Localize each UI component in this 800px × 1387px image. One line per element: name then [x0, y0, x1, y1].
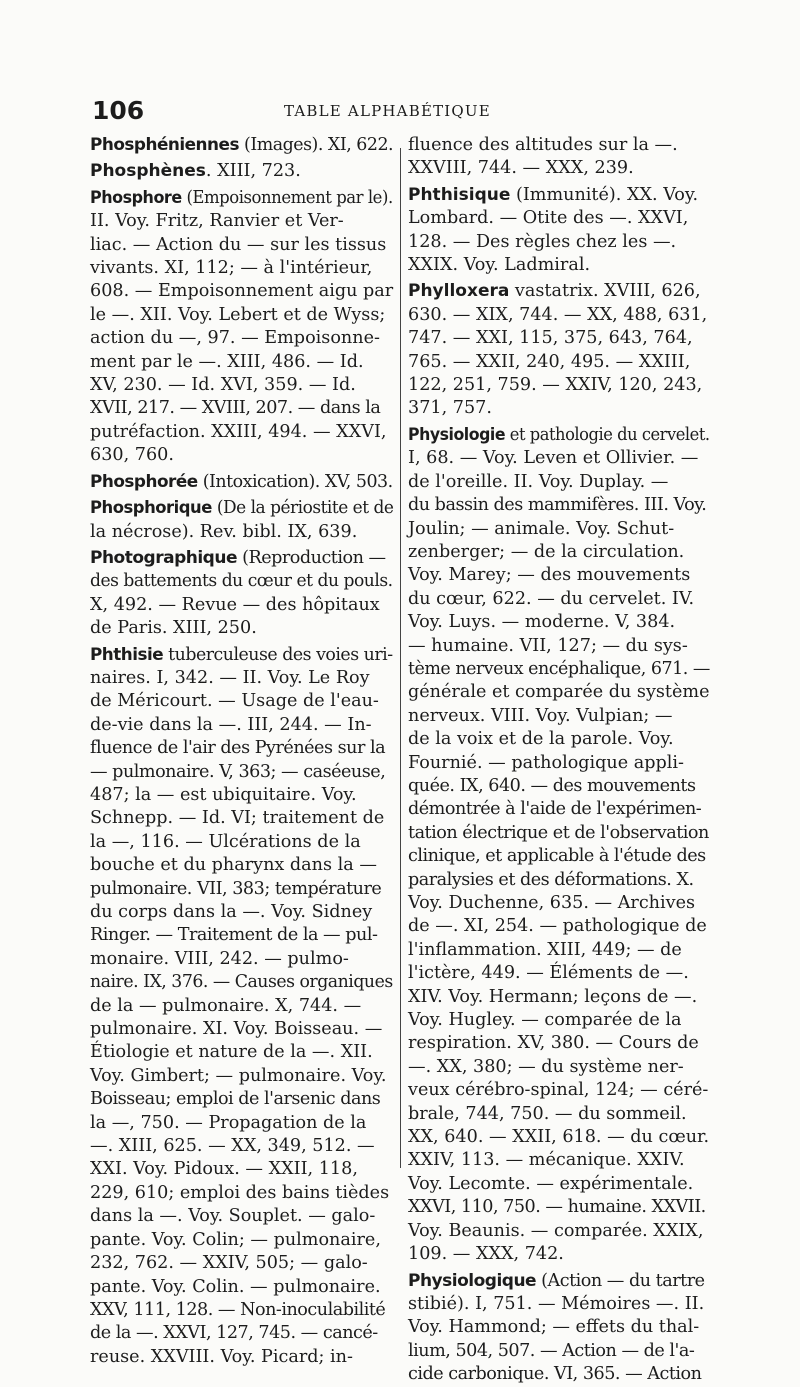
entry-line [408, 1196, 710, 1219]
entry-text: l'ictère, 449. — Éléments de —. [408, 963, 689, 984]
entry-headword: Phosphorique [90, 498, 212, 519]
entry-line [408, 518, 710, 541]
entry-line [90, 1346, 393, 1369]
entry-line [90, 617, 393, 640]
entry-line [90, 304, 393, 327]
entry-text: X, 492. — Revue — des hôpitaux [90, 594, 380, 615]
entry-line [90, 1299, 393, 1322]
entry-text: 608. — Empoisonnement aigu par [90, 281, 394, 302]
entry-text: démontrée à l'aide de l'expérimen- [408, 799, 702, 820]
entry-text: fluence des altitudes sur la —. [408, 135, 678, 155]
entry-line [90, 594, 393, 617]
entry-text: Ringer. — Traitement de la — pul- [90, 925, 378, 946]
entry-line [90, 187, 393, 210]
entry-text: pulmonaire. VII, 383; température [90, 878, 382, 899]
entry-line [90, 1229, 393, 1252]
entry-text: Boisseau; emploi de l'arsenic dans [90, 1089, 381, 1110]
entry-text: liac. — Action du — sur les tissus [90, 234, 387, 255]
entry-text: I, 68. — Voy. Leven et Ollivier. — [408, 448, 699, 469]
entry-line [408, 327, 710, 350]
entry-text: (Intoxication). XV, 503. [197, 471, 393, 492]
entry-line [90, 280, 393, 303]
entry-line [408, 775, 710, 798]
entry-line [408, 1009, 710, 1032]
entry-line [90, 521, 393, 544]
entry-line [408, 1316, 710, 1339]
index-entry [90, 134, 393, 157]
entry-line [90, 210, 393, 233]
entry-text: 630. — XIX, 744. — XX, 488, 631, [408, 304, 708, 325]
running-title: TABLE ALPHABÉTIQUE [284, 102, 491, 120]
index-entry [408, 134, 710, 181]
entry-headword: Phosphore [90, 187, 182, 208]
entry-text: 122, 251, 759. — XXIV, 120, 243, [408, 375, 703, 396]
entry-text: de la voix et de la parole. Voy. [408, 729, 674, 750]
entry-line [408, 1243, 710, 1266]
entry-line [408, 822, 710, 845]
entry-line [90, 714, 393, 737]
entry-text: tation électrique et de l'observation [408, 822, 709, 843]
entry-headword: Phthisie [90, 644, 164, 665]
entry-line [408, 1340, 710, 1363]
entry-line [90, 570, 393, 593]
entry-line [408, 705, 710, 728]
entry-line [408, 1173, 710, 1196]
entry-text: Voy. Hammond; — effets du thal- [408, 1317, 700, 1338]
entry-line [90, 878, 393, 901]
entry-line [408, 134, 710, 157]
index-entry [90, 644, 393, 1370]
entry-line [90, 1088, 393, 1111]
entry-line [408, 207, 710, 230]
entry-text: la —, 750. — Propagation de la [90, 1112, 367, 1133]
entry-text: (De la périostite et de [211, 498, 394, 519]
entry-line [90, 374, 393, 397]
entry-text: la nécrose). Rev. bibl. IX, 639. [90, 521, 358, 542]
entry-line [408, 254, 710, 277]
right-column [408, 134, 710, 1385]
entry-text: —. XX, 380; — du système ner- [408, 1056, 684, 1077]
entry-text: 487; la — est ubiquitaire. Voy. [90, 784, 357, 805]
entry-line [90, 971, 393, 994]
entry-text: Schnepp. — Id. VI; traitement de [90, 808, 385, 829]
page-number: 106 [92, 96, 145, 125]
index-entry [90, 160, 393, 183]
entry-text: de Paris. XIII, 250. [90, 618, 257, 639]
entry-line [408, 374, 710, 397]
entry-text: Voy. Gimbert; — pulmonaire. Voy. [90, 1065, 387, 1086]
entry-line [90, 1252, 393, 1275]
index-entry [408, 1270, 710, 1387]
entry-line [408, 752, 710, 775]
entry-text: de l'oreille. II. Voy. Duplay. — [408, 471, 669, 492]
entry-line [90, 737, 393, 760]
entry-text: vivants. XI, 112; — à l'intérieur, [90, 258, 373, 279]
entry-text: XVII, 217. — XVIII, 207. — dans la [90, 398, 381, 419]
entry-text: Lombard. — Otite des —. XXVI, [408, 208, 689, 229]
entry-headword: Phylloxera [408, 281, 510, 302]
entry-line [408, 157, 710, 180]
entry-line [90, 924, 393, 947]
entry-line [90, 1041, 393, 1064]
entry-line [408, 588, 710, 611]
entry-line [90, 995, 393, 1018]
entry-line [90, 397, 393, 420]
entry-text: le —. XII. Voy. Lebert et de Wyss; [90, 304, 386, 325]
entry-line [90, 471, 393, 494]
entry-text: pante. Voy. Colin. — pulmonaire. [90, 1276, 381, 1297]
entry-text: de —. XI, 254. — pathologique de [408, 916, 707, 937]
entry-text: XXV, 111, 128. — Non-inoculabilité [90, 1299, 386, 1320]
entry-line [408, 1270, 710, 1293]
entry-text: la —, 116. — Ulcérations de la [90, 831, 361, 852]
entry-text: dans la —. Voy. Souplet. — galo- [90, 1206, 376, 1227]
entry-line [408, 986, 710, 1009]
entry-text: de la — pulmonaire. X, 744. — [90, 995, 362, 1016]
entry-line [408, 1220, 710, 1243]
entry-text: XXVI, 110, 750. — humaine. XXVII. [408, 1197, 706, 1218]
entry-text: 128. — Des règles chez les —. [408, 231, 677, 252]
entry-text: 747. — XXI, 115, 375, 643, 764, [408, 328, 693, 349]
entry-text: (Action — du tartre [536, 1270, 705, 1291]
entry-line [90, 667, 393, 690]
entry-line [90, 257, 393, 280]
running-header [92, 96, 712, 130]
entry-headword: Phosphènes [90, 161, 206, 182]
entry-text: générale et comparée du système [408, 682, 710, 703]
entry-text: ment par le —. XIII, 486. — Id. [90, 351, 364, 372]
entry-text: zenberger; — de la circulation. [408, 541, 685, 562]
entry-headword: Phosphorée [90, 471, 198, 492]
entry-line [408, 658, 708, 681]
entry-line [90, 644, 393, 667]
entry-line [90, 1065, 393, 1088]
entry-text: Étiologie et nature de la —. XII. [90, 1042, 373, 1063]
entry-text: lium, 504, 507. — Action — de l'a- [408, 1340, 695, 1361]
entry-text: pante. Voy. Colin; — pulmonaire, [90, 1229, 381, 1250]
entry-line [90, 444, 393, 467]
index-entry [90, 547, 393, 641]
entry-text: Voy. Duchenne, 635. — Archives [408, 893, 696, 913]
entry-headword: Phosphéniennes [90, 135, 239, 155]
entry-line [90, 1018, 393, 1041]
entry-text: du bassin des mammifères. III. Voy. [408, 495, 707, 516]
entry-text: du corps dans la —. Voy. Sidney [90, 902, 373, 922]
entry-line [90, 901, 393, 924]
entry-text: XXIX. Voy. Ladmiral. [408, 255, 591, 276]
entry-line [408, 447, 710, 470]
entry-line [90, 497, 394, 520]
entry-line [408, 1056, 710, 1079]
entry-line [408, 1079, 710, 1102]
entry-line [90, 831, 393, 854]
entry-headword: Phthisique [408, 184, 511, 205]
entry-line [408, 798, 710, 821]
index-entry [90, 497, 393, 544]
entry-line [408, 1032, 710, 1055]
entry-line [408, 728, 710, 751]
entry-text: fluence de l'air des Pyrénées sur la [90, 738, 386, 759]
entry-line [408, 231, 710, 254]
index-entry [408, 280, 710, 420]
entry-text: tème nerveux encéphalique, 671. — [408, 658, 710, 679]
entry-line [408, 1363, 710, 1386]
entry-text: (Immunité). XX. Voy. [510, 184, 699, 205]
entry-text: Voy. Lecomte. — expérimentale. [408, 1173, 694, 1194]
entry-line [90, 807, 393, 830]
index-entry [408, 424, 710, 1267]
entry-text: de-vie dans la —. III, 244. — In- [90, 714, 372, 735]
entry-text: des battements du cœur et du pouls. [90, 571, 393, 592]
index-entry [90, 187, 393, 468]
entry-line [408, 892, 710, 915]
entry-text: 630, 760. [90, 445, 174, 466]
entry-text: tuberculeuse des voies uri- [163, 644, 393, 665]
entry-line [90, 761, 393, 784]
entry-line [90, 1112, 393, 1135]
entry-line [90, 784, 393, 807]
entry-text: naires. I, 342. — II. Voy. Le Roy [90, 667, 370, 688]
entry-text: putréfaction. XXIII, 494. — XXVI, [90, 421, 387, 442]
entry-text: Voy. Beaunis. — comparée. XXIX, [408, 1220, 704, 1241]
entry-text: XV, 230. — Id. XVI, 359. — Id. [90, 375, 356, 396]
entry-text: brale, 744, 750. — du sommeil. [408, 1103, 687, 1124]
entry-text: II. Voy. Fritz, Ranvier et Ver- [90, 211, 344, 232]
entry-line [90, 134, 394, 157]
entry-text: bouche et du pharynx dans la — [90, 855, 377, 876]
entry-line [90, 1205, 393, 1228]
entry-text: action du —, 97. — Empoisonne- [90, 328, 380, 349]
entry-line [408, 939, 710, 962]
entry-line [90, 160, 393, 183]
entry-line [408, 1149, 710, 1172]
entry-text: — pulmonaire. V, 363; — caséeuse, [90, 761, 386, 782]
entry-line [408, 541, 710, 564]
entry-text: XXVIII, 744. — XXX, 239. [408, 158, 634, 179]
entry-line [90, 351, 393, 374]
entry-line [90, 1158, 393, 1181]
entry-text: nerveux. VIII. Voy. Vulpian; — [408, 705, 673, 726]
entry-line [408, 397, 710, 420]
entry-text: et pathologie du cervelet. [505, 424, 710, 445]
entry-text: quée. IX, 640. — des mouvements [408, 775, 696, 796]
entry-text: veux cérébro-spinal, 124; — céré- [408, 1080, 709, 1101]
entry-text: (Empoisonnement par le). [181, 187, 393, 208]
entry-text: 109. — XXX, 742. [408, 1244, 564, 1265]
entry-text: . XIII, 723. [205, 161, 301, 182]
entry-line [90, 854, 393, 877]
entry-line [90, 1322, 393, 1345]
entry-text: pulmonaire. XI. Voy. Boisseau. — [90, 1019, 383, 1040]
entry-line [90, 234, 393, 257]
column-divider [400, 148, 401, 1168]
entry-headword: Physiologique [408, 1270, 537, 1291]
entry-text: de la —. XXVI, 127, 745. — cancé- [90, 1323, 378, 1344]
entry-text: Voy. Luys. — moderne. V, 384. [408, 612, 676, 633]
entry-line [90, 690, 393, 713]
entry-text: (Reproduction — [236, 547, 386, 568]
entry-headword: Photographique [90, 547, 237, 568]
entry-text: Voy. Hugley. — comparée de la [408, 1010, 682, 1031]
entry-line [408, 280, 710, 303]
entry-line [408, 962, 710, 985]
entry-text: du cœur, 622. — du cervelet. IV. [408, 588, 695, 609]
entry-line [408, 1293, 710, 1316]
entry-line [408, 611, 710, 634]
entry-text: 371, 757. [408, 398, 492, 419]
entry-text: monaire. VIII, 242. — pulmo- [90, 948, 349, 969]
entry-line [90, 1276, 393, 1299]
entry-text: cide carbonique. VI, 365. — Action [408, 1364, 702, 1385]
entry-line [408, 494, 710, 517]
entry-line [90, 547, 393, 570]
entry-line [90, 1135, 393, 1158]
entry-line [408, 681, 710, 704]
entry-line [408, 1126, 710, 1149]
entry-text: XX, 640. — XXII, 618. — du cœur. [408, 1127, 710, 1148]
entry-text: XIV. Voy. Hermann; leçons de —. [408, 986, 698, 1007]
left-column [90, 134, 394, 1367]
entry-line [408, 471, 710, 494]
entry-line [90, 948, 393, 971]
entry-line [90, 1182, 393, 1205]
entry-line [90, 327, 393, 350]
entry-text: XXIV, 113. — mécanique. XXIV. [408, 1150, 685, 1171]
entry-text: 232, 762. — XXIV, 505; — galo- [90, 1253, 368, 1274]
entry-text: Voy. Marey; — des mouvements [408, 565, 691, 586]
entry-text: naire. IX, 376. — Causes organiques [90, 972, 393, 993]
entry-text: clinique, et applicable à l'étude des [408, 846, 706, 867]
index-entry [90, 471, 393, 494]
entry-text: —. XIII, 625. — XX, 349, 512. — [90, 1136, 375, 1157]
entry-text: Fournié. — pathologique appli- [408, 752, 684, 773]
entry-text: reuse. XXVIII. Voy. Picard; in- [90, 1346, 353, 1367]
entry-text: de Méricourt. — Usage de l'eau- [90, 691, 379, 712]
entry-line [408, 564, 710, 587]
entry-line [408, 351, 710, 374]
entry-line [408, 845, 710, 868]
entry-text: (Images). XI, 622. [238, 135, 394, 155]
entry-line [408, 915, 710, 938]
entry-text: respiration. XV, 380. — Cours de [408, 1033, 699, 1054]
entry-line [408, 869, 710, 892]
entry-line [408, 424, 710, 447]
entry-line [90, 421, 393, 444]
index-entry [408, 184, 710, 278]
entry-text: l'inflammation. XIII, 449; — de [408, 939, 682, 960]
entry-text: paralysies et des déformations. X. [408, 869, 694, 890]
entry-text: 765. — XXII, 240, 495. — XXIII, [408, 351, 691, 372]
entry-text: XXI. Voy. Pidoux. — XXII, 118, [90, 1159, 358, 1180]
entry-text: 229, 610; emploi des bains tièdes [90, 1182, 390, 1203]
entry-line [408, 184, 710, 207]
entry-text: Joulin; — animale. Voy. Schut- [408, 518, 675, 539]
entry-text: vastatrix. XVIII, 626, [509, 281, 701, 302]
entry-text: stibié). I, 751. — Mémoires —. II. [408, 1293, 705, 1314]
entry-line [408, 304, 710, 327]
entry-text: — humaine. VII, 127; — du sys- [408, 635, 688, 656]
entry-line [408, 635, 710, 658]
entry-headword: Physiologie [408, 424, 506, 445]
entry-line [408, 1103, 710, 1126]
